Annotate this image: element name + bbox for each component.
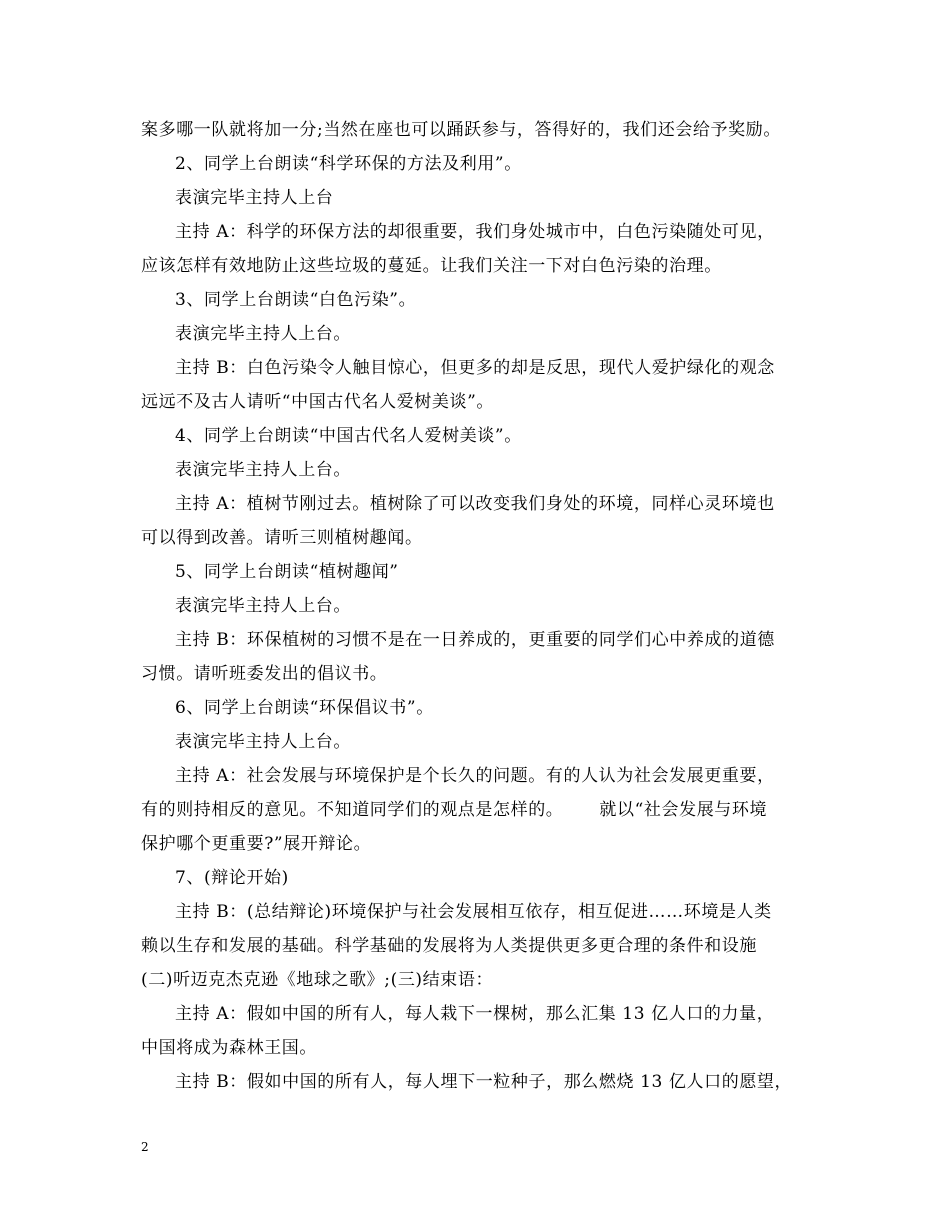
text-line: 主持 B：假如中国的所有人，每人埋下一粒种子，那么燃烧 13 亿人口的愿望，	[175, 1072, 793, 1092]
text-line: 表演完毕主持人上台。	[175, 596, 351, 616]
text-line: (二)听迈克杰克逊《地球之歌》;(三)结束语：	[141, 970, 494, 990]
text-line: 表演完毕主持人上台。	[175, 732, 351, 752]
text-line: 案多哪一队就将加一分;当然在座也可以踊跃参与，答得好的，我们还会给予奖励。	[141, 120, 781, 140]
page-number: 2	[141, 1140, 149, 1154]
text-line: 主持 A：科学的环保方法的却很重要，我们身处城市中，白色污染随处可见，	[175, 222, 775, 242]
text-line: 主持 B：环保植树的习惯不是在一日养成的，更重要的同学们心中养成的道德	[175, 630, 775, 650]
body-text	[141, 113, 813, 1099]
text-line: 中国将成为森林王国。	[141, 1038, 317, 1058]
text-line: 习惯。请听班委发出的倡议书。	[141, 664, 388, 684]
text-line: 3、同学上台朗读“白色污染”。	[175, 290, 417, 310]
text-line: 主持 A：社会发展与环境保护是个长久的问题。有的人认为社会发展更重要，	[175, 766, 775, 786]
text-line: 表演完毕主持人上台	[175, 188, 334, 208]
text-line: 赖以生存和发展的基础。科学基础的发展将为人类提供更多更合理的条件和设施	[141, 936, 757, 956]
text-line: 2、同学上台朗读“科学环保的方法及利用”。	[175, 154, 522, 174]
text-line: 应该怎样有效地防止这些垃圾的蔓延。让我们关注一下对白色污染的治理。	[141, 256, 722, 276]
text-line: 5、同学上台朗读“植树趣闻”	[175, 562, 399, 582]
text-line: 7、(辩论开始)	[175, 868, 289, 888]
text-line: 主持 A：假如中国的所有人，每人栽下一棵树，那么汇集 13 亿人口的力量，	[175, 1004, 775, 1024]
text-line: 可以得到改善。请听三则植树趣闻。	[141, 528, 423, 548]
text-line: 4、同学上台朗读“中国古代名人爱树美谈”。	[175, 426, 522, 446]
text-line: 远远不及古人请听“中国古代名人爱树美谈”。	[141, 392, 494, 412]
text-line: 表演完毕主持人上台。	[175, 460, 351, 480]
text-line: 有的则持相反的意见。不知道同学们的观点是怎样的。 就以“社会发展与环境	[141, 800, 768, 820]
text-line: 6、同学上台朗读“环保倡议书”。	[175, 698, 434, 718]
text-line: 表演完毕主持人上台。	[175, 324, 351, 344]
text-line: 主持 A：植树节刚过去。植树除了可以改变我们身处的环境，同样心灵环境也	[175, 494, 775, 514]
text-line: 主持 B：(总结辩论)环境保护与社会发展相互依存，相互促进……环境是人类	[175, 902, 772, 922]
text-line: 保护哪个更重要?”展开辩论。	[141, 834, 372, 854]
text-line: 主持 B：白色污染令人触目惊心，但更多的却是反思，现代人爱护绿化的观念	[175, 358, 775, 378]
